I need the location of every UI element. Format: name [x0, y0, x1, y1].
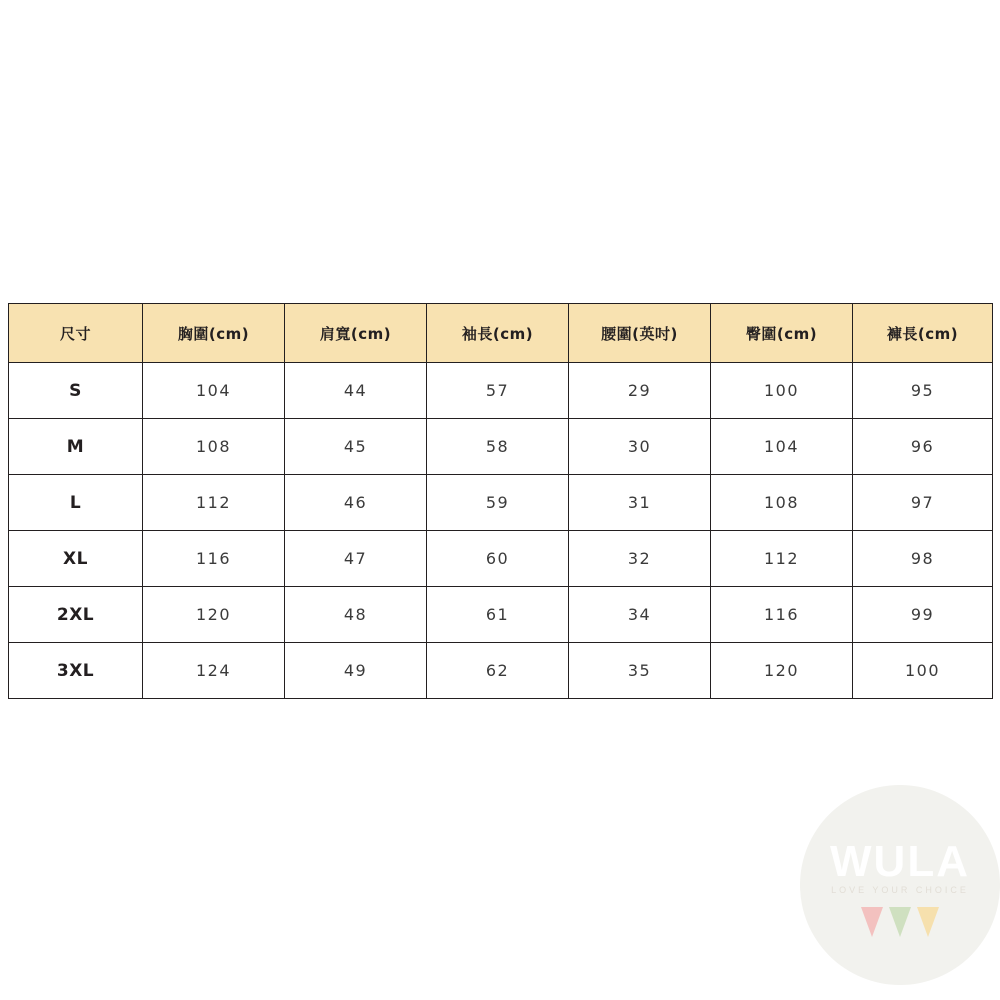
table-row: [9, 587, 993, 643]
cell-hip: 112: [711, 531, 853, 587]
table-header-row: [9, 304, 993, 363]
cell-hip: 116: [711, 587, 853, 643]
column-header-hip: 臀圍(cm): [711, 304, 853, 363]
cell-waist: 30: [569, 419, 711, 475]
cell-shoulder: 48: [285, 587, 427, 643]
table-body: [9, 363, 993, 699]
cell-size: 2XL: [9, 587, 143, 643]
cell-hip: 120: [711, 643, 853, 699]
table-header: [9, 304, 993, 363]
triangle-green-icon: [889, 907, 911, 937]
cell-size: XL: [9, 531, 143, 587]
table-row: [9, 643, 993, 699]
cell-shoulder: 45: [285, 419, 427, 475]
cell-waist: 35: [569, 643, 711, 699]
cell-shoulder: 49: [285, 643, 427, 699]
cell-hip: 100: [711, 363, 853, 419]
column-header-pant-length: 褲長(cm): [853, 304, 993, 363]
column-header-size: 尺寸: [9, 304, 143, 363]
triangle-yellow-icon: [917, 907, 939, 937]
cell-chest: 108: [143, 419, 285, 475]
table-row: [9, 419, 993, 475]
cell-sleeve: 57: [427, 363, 569, 419]
watermark-brand-text: WULA: [830, 837, 970, 886]
table-row: [9, 531, 993, 587]
cell-chest: 116: [143, 531, 285, 587]
column-header-chest: 胸圍(cm): [143, 304, 285, 363]
watermark-triangles: [800, 907, 1000, 947]
column-header-shoulder: 肩寬(cm): [285, 304, 427, 363]
triangle-pink-icon: [861, 907, 883, 937]
cell-shoulder: 46: [285, 475, 427, 531]
cell-chest: 120: [143, 587, 285, 643]
cell-pant-length: 99: [853, 587, 993, 643]
watermark-tagline: LOVE YOUR CHOICE: [831, 885, 969, 895]
brand-watermark: [800, 785, 1000, 985]
cell-pant-length: 98: [853, 531, 993, 587]
cell-sleeve: 60: [427, 531, 569, 587]
cell-shoulder: 47: [285, 531, 427, 587]
cell-shoulder: 44: [285, 363, 427, 419]
cell-size: S: [9, 363, 143, 419]
size-table: [8, 303, 993, 699]
cell-chest: 124: [143, 643, 285, 699]
cell-waist: 32: [569, 531, 711, 587]
cell-hip: 104: [711, 419, 853, 475]
cell-chest: 104: [143, 363, 285, 419]
column-header-sleeve: 袖長(cm): [427, 304, 569, 363]
cell-pant-length: 97: [853, 475, 993, 531]
table-row: [9, 475, 993, 531]
cell-waist: 34: [569, 587, 711, 643]
cell-sleeve: 58: [427, 419, 569, 475]
cell-size: 3XL: [9, 643, 143, 699]
table-row: [9, 363, 993, 419]
cell-size: M: [9, 419, 143, 475]
cell-size: L: [9, 475, 143, 531]
cell-chest: 112: [143, 475, 285, 531]
cell-pant-length: 95: [853, 363, 993, 419]
cell-pant-length: 96: [853, 419, 993, 475]
size-chart: [8, 303, 992, 699]
cell-waist: 29: [569, 363, 711, 419]
cell-pant-length: 100: [853, 643, 993, 699]
cell-sleeve: 59: [427, 475, 569, 531]
cell-hip: 108: [711, 475, 853, 531]
cell-waist: 31: [569, 475, 711, 531]
cell-sleeve: 61: [427, 587, 569, 643]
cell-sleeve: 62: [427, 643, 569, 699]
column-header-waist: 腰圍(英吋): [569, 304, 711, 363]
